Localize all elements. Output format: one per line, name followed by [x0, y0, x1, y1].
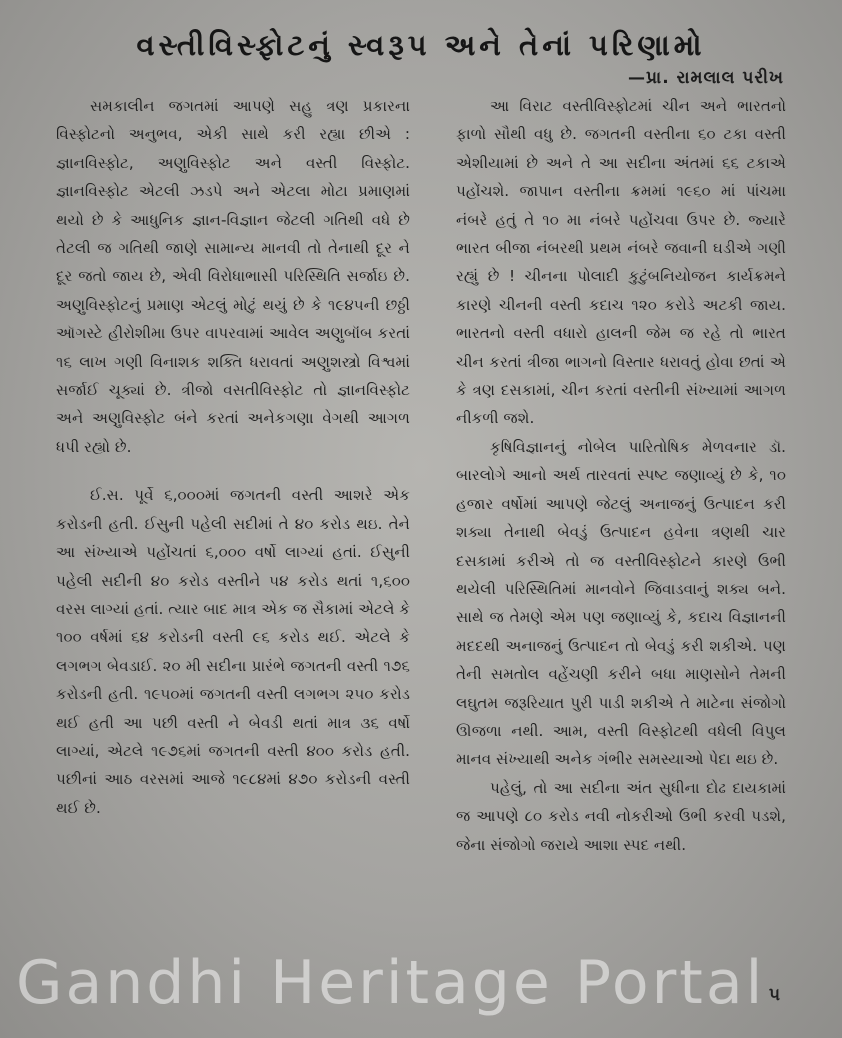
watermark-text: Gandhi Heritage Portal [16, 948, 766, 1018]
paragraph-jobs: પહેલું, તો આ સદીના અંત સુધીના દોઢ દાયકામાં જ આપણે ૮૦ કરોડ નવી નોકરીઓ ઉભી કરવી પડશે, જેના સંજોગો જરાયે આશા સ્પદ નથી. [456, 778, 786, 854]
paragraph-gap [56, 461, 410, 481]
article-title: વસ્તીવિસ્ફોટનું સ્વરૂપ અને તેનાં પરિણામો [136, 28, 706, 62]
paragraph-china-india: આ વિરાટ વસ્તીવિસ્ફોટમાં ચીન અને ભારતનો ફાળો સૌથી વધુ છે. જગતની વસ્તીના ૬૦ ટકા વસ્તી એશીયામાં છે અને તે આ સદીના અંતમાં ૬૬ ટકાએ પહોંચશે. જાપાન વસ્તીના ક્રમમાં ૧૯૬૦ માં પાંચમા નંબરે હતું તે ૧૦ મા નંબરે પહોંચવા ઉપર છે. જ્યારે ભારત બીજા નંબરથી પ્રથમ નંબરે જવાની ઘડીએ ગણી રહ્યું છે ! ચીનના પોલાદી કુટુંબનિયોજન કાર્યક્રમને કારણે ચીનની વસ્તી કદાચ ૧૨૦ કરોડે અટકી જાય. ભારતનો વસ્તી વધારો હાલની જેમ જ રહે તો ભારત ચીન કરતાં ત્રીજા ભાગનો વિસ્તાર ધરાવતું હોવા છતાં એ કે ત્રણ દસકામાં, ચીન કરતાં વસ્તીની સંખ્યામાં આગળ નીકળી જશે. [456, 97, 786, 428]
paragraph-intro: સમકાલીન જગતમાં આપણે સહુ ત્રણ પ્રકારના વિસ્ફોટનો અનુભવ, એકી સાથે કરી રહ્યા છીએ : જ્ઞાનવિસ્ફોટ, અણુવિસ્ફોટ અને વસ્તી વિસ્ફોટ. જ્ઞાનવિસ્ફોટ એટલી ઝડપે અને એટલા મોટા પ્રમાણમાં થયો છે કે આધુનિક જ્ઞાન-વિજ્ઞાન જેટલી ગતિથી વધે છે તેટલી જ ગતિથી જાણે સામાન્ય માનવી તો તેનાથી દૂર ને દૂર જતો જાય છે, એવી વિરોધાભાસી પરિસ્થિતિ સર્જાઇ છે. અણુવિસ્ફોટનું પ્રમાણ એટલું મોટું થયું છે કે ૧૯૪૫ની છઠ્ઠી ઑગસ્ટે હીરોશીમા ઉપર વાપરવામાં આવેલ અણુબૉંબ કરતાં ૧૬ લાખ ગણી વિનાશક શક્તિ ધરાવતાં અણુશસ્ત્રો વિશ્વમાં સર્જાઈ ચૂક્યાં છે. ત્રીજો વસતીવિસ્ફોટ તો જ્ઞાનવિસ્ફોટ અને અણુવિસ્ફોટ બંને કરતાં અનેકગણા વેગથી આગળ ધપી રહ્યો છે. [56, 97, 410, 456]
article-author: —પ્રા. રામલાલ પરીખ [628, 68, 784, 88]
page-number: ૫ [768, 985, 780, 1005]
paragraph-population-history: ઈ.સ. પૂર્વે ૬,૦૦૦માં જગતની વસ્તી આશરે એક કરોડની હતી. ઈસુની પહેલી સદીમાં તે ૪૦ કરોડ થઇ. તેને આ સંખ્યાએ પહોંચતાં ૬,૦૦૦ વર્ષો લાગ્યાં હતાં. ઈસુની પહેલી સદીની ૪૦ કરોડ વસ્તીને ૫૪ કરોડ થતાં ૧,૬૦૦ વરસ લાગ્યાં હતાં. ત્યાર બાદ માત્ર એક જ સૈકામાં એટલે કે ૧૦૦ વર્ષમાં ૬૪ કરોડની વસ્તી ૯૬ કરોડ થઈ. એટલે કે લગભગ બેવડાઈ. ૨૦ મી સદીના પ્રારંભે જગતની વસ્તી ૧૭૬ કરોડની હતી. ૧૯૫૦માં જગતની વસ્તી લગભગ ૨૫૦ કરોડ થઈ હતી આ પછી વસ્તી ને બેવડી થતાં માત્ર ૩૬ વર્ષો લાગ્યાં, એટલે ૧૯૭૬માં જગતની વસ્તી ૪૦૦ કરોડ હતી. પછીનાં આઠ વરસમાં આજે ૧૯૮૪માં ૪૭૦ કરોડની વસ્તી થઈ છે. [56, 486, 410, 817]
paragraph-borlaug: કૃષિવિજ્ઞાનનું નોબેલ પારિતોષિક મેળવનાર ડૉ. બારલોગે આનો અર્થ તારવતાં સ્પષ્ટ જણાવ્યું છે કે, ૧૦ હજાર વર્ષોમાં આપણે જેટલું અનાજનું ઉત્પાદન કરી શક્યા તેનાથી બેવડું ઉત્પાદન હવેના ત્રણથી ચાર દસકામાં કરીએ તો જ વસ્તીવિસ્ફોટને કારણે ઉભી થયેલી પરિસ્થિતિમાં માનવોને જિવાડવાનું શક્ય બને. સાથે જ તેમણે એમ પણ જણાવ્યું કે, કદાચ વિજ્ઞાનની મદદથી અનાજનું ઉત્પાદન તો બેવડું કરી શકીએ. પણ તેની સમતોલ વહેંચણી કરીને બધા માણસોને તેમની લઘુતમ જરૂરિયાત પુરી પાડી શકીએ તે માટેના સંજોગો ઊજળા નથી. આમ, વસ્તી વિસ્ફોટથી વધેલી વિપુલ માનવ સંખ્યાથી અનેક ગંભીર સમસ્યાઓ પેદા થઇ છે. [456, 437, 786, 769]
left-column [56, 92, 410, 822]
right-column [456, 92, 786, 859]
